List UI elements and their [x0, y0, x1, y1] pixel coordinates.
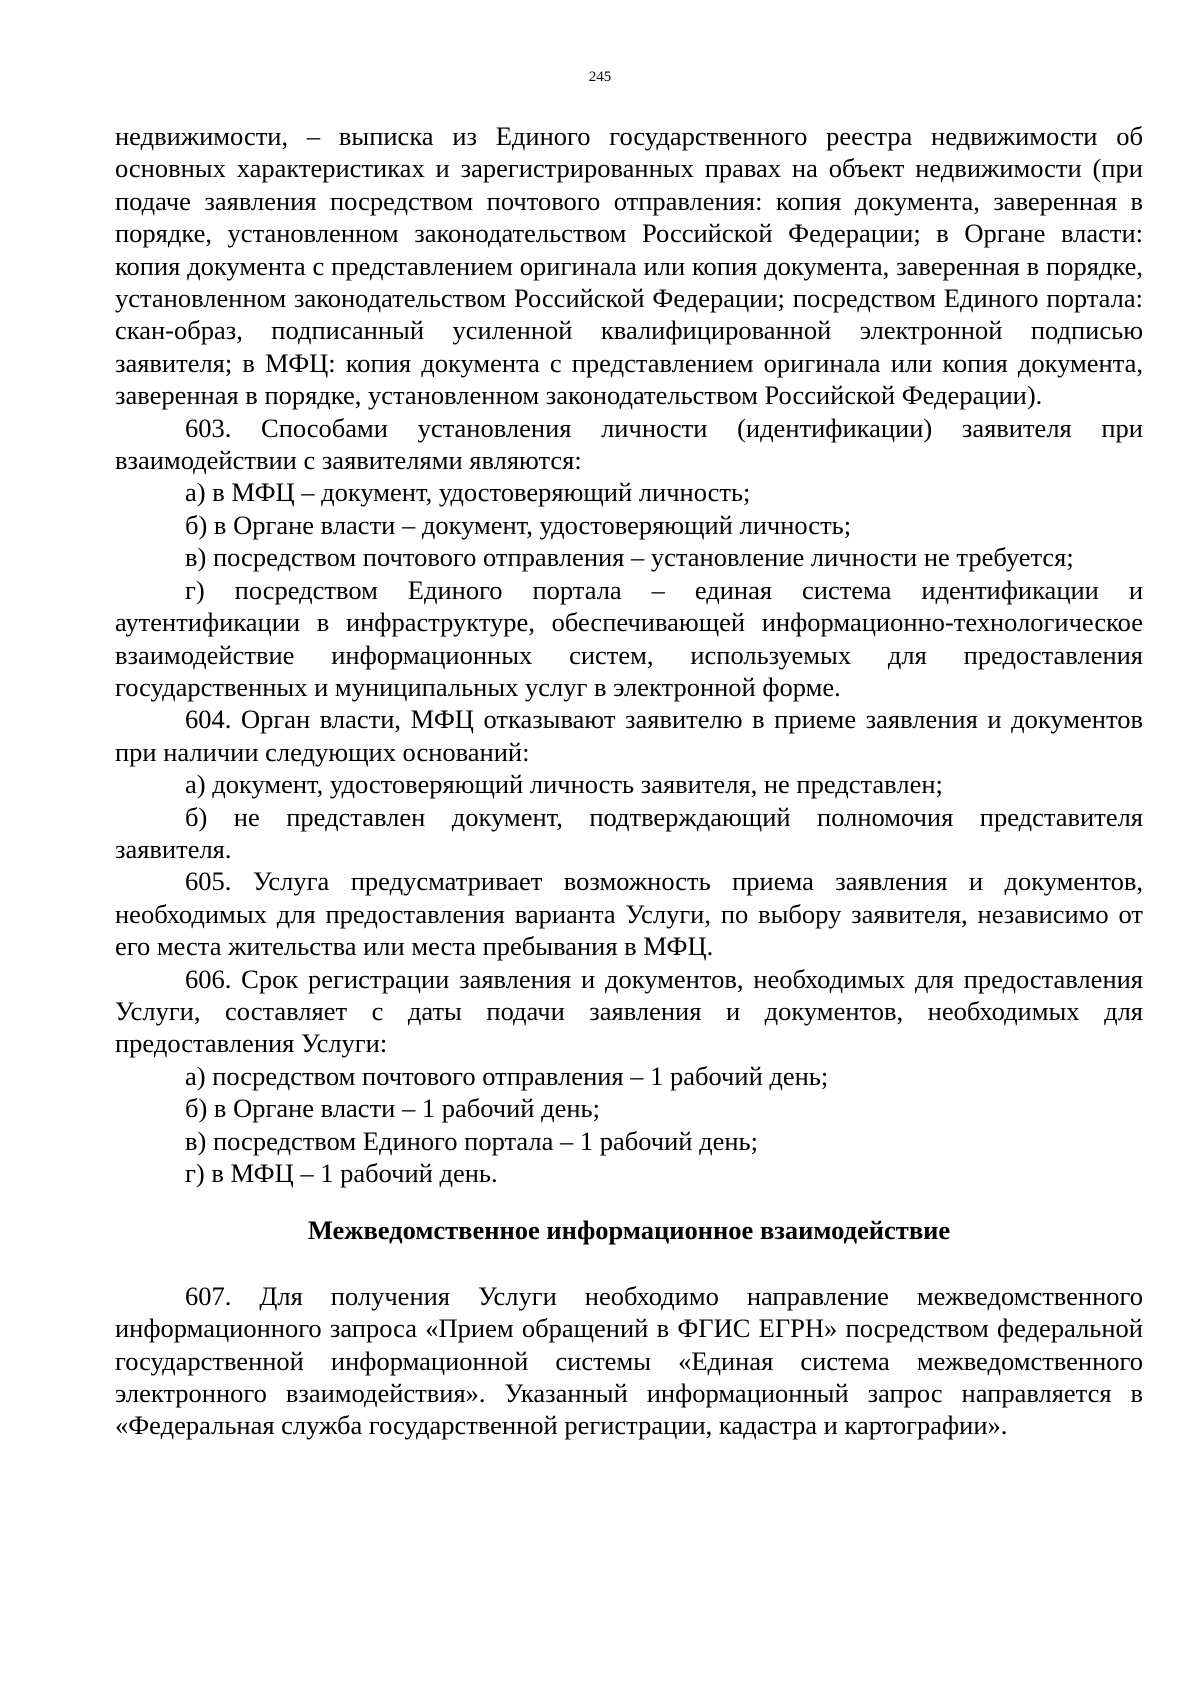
paragraph-continuation: недвижимости, – выписка из Единого государственного реестра недвижимости об основных характеристиках и зарегистрированных правах на объект недвижимости (при подаче заявления посредством почтового отправления: копия документа, заверенная в порядке, установленном законодательством Российской Федерации; в Органе власти: копия документа с представлением оригинала или копия документа, заверенная в порядке, установленном законодательством Российской Федерации; посредством Единого портала: скан-образ, подписанный усиленной квалифицированной электронной подписью заявителя; в МФЦ: копия документа с представлением оригинала или копия документа, заверенная в порядке, установленном законодательством Российской Федерации). [115, 121, 1143, 411]
list-item-603-a: а) в МФЦ – документ, удостоверяющий личность; [185, 477, 751, 508]
section-heading: Межведомственное информационное взаимодействие [307, 1215, 951, 1246]
paragraph-607: 607. Для получения Услуги необходимо направление межведомственного информационного запроса «Прием обращений в ФГИС ЕГРН» посредством федеральной государственной информационной системы «Единая система межведомственного электронного взаимодействия». Указанный информационный запрос направляется в «Федеральная служба государственной регистрации, кадастра и картографии». [115, 1280, 1143, 1441]
paragraph-605: 605. Услуга предусматривает возможность приема заявления и документов, необходимых для предоставления варианта Услуги, по выбору заявителя, независимо от его места жительства или места пребывания в МФЦ. [115, 866, 1143, 962]
paragraph-604: 604. Орган власти, МФЦ отказывают заявителю в приеме заявления и документов при наличии следующих оснований: [115, 704, 1143, 767]
list-item-606-a: а) посредством почтового отправления – 1 рабочий день; [185, 1060, 829, 1091]
document-body [115, 120, 1143, 1442]
list-item-606-b: б) в Органе власти – 1 рабочий день; [185, 1093, 600, 1124]
list-item-604-b: б) не представлен документ, подтверждающий полномочия представителя заявителя. [115, 801, 1143, 864]
list-item-606-g: г) в МФЦ – 1 рабочий день. [185, 1158, 498, 1188]
list-item-604-a: а) документ, удостоверяющий личность заявителя, не представлен; [185, 769, 943, 800]
paragraph-603: 603. Способами установления личности (идентификации) заявителя при взаимодействии с заявителями являются: [115, 412, 1143, 476]
page-number: 245 [588, 69, 612, 85]
list-item-603-b: б) в Органе власти – документ, удостоверяющий личность; [185, 509, 852, 540]
list-item-603-g: г) посредством Единого портала – единая система идентификации и аутентификации в инфраструктуре, обеспечивающей информационно-технологическое взаимодействие информационных систем, используемых для предоставления государственных и муниципальных услуг в электронной форме. [115, 574, 1143, 702]
list-item-606-v: в) посредством Единого портала – 1 рабочий день; [185, 1125, 758, 1156]
paragraph-606: 606. Срок регистрации заявления и документов, необходимых для предоставления Услуги, составляет с даты подачи заявления и документов, необходимых для предоставления Услуги: [115, 963, 1143, 1059]
list-item-603-v: в) посредством почтового отправления – установление личности не требуется; [185, 542, 1074, 573]
